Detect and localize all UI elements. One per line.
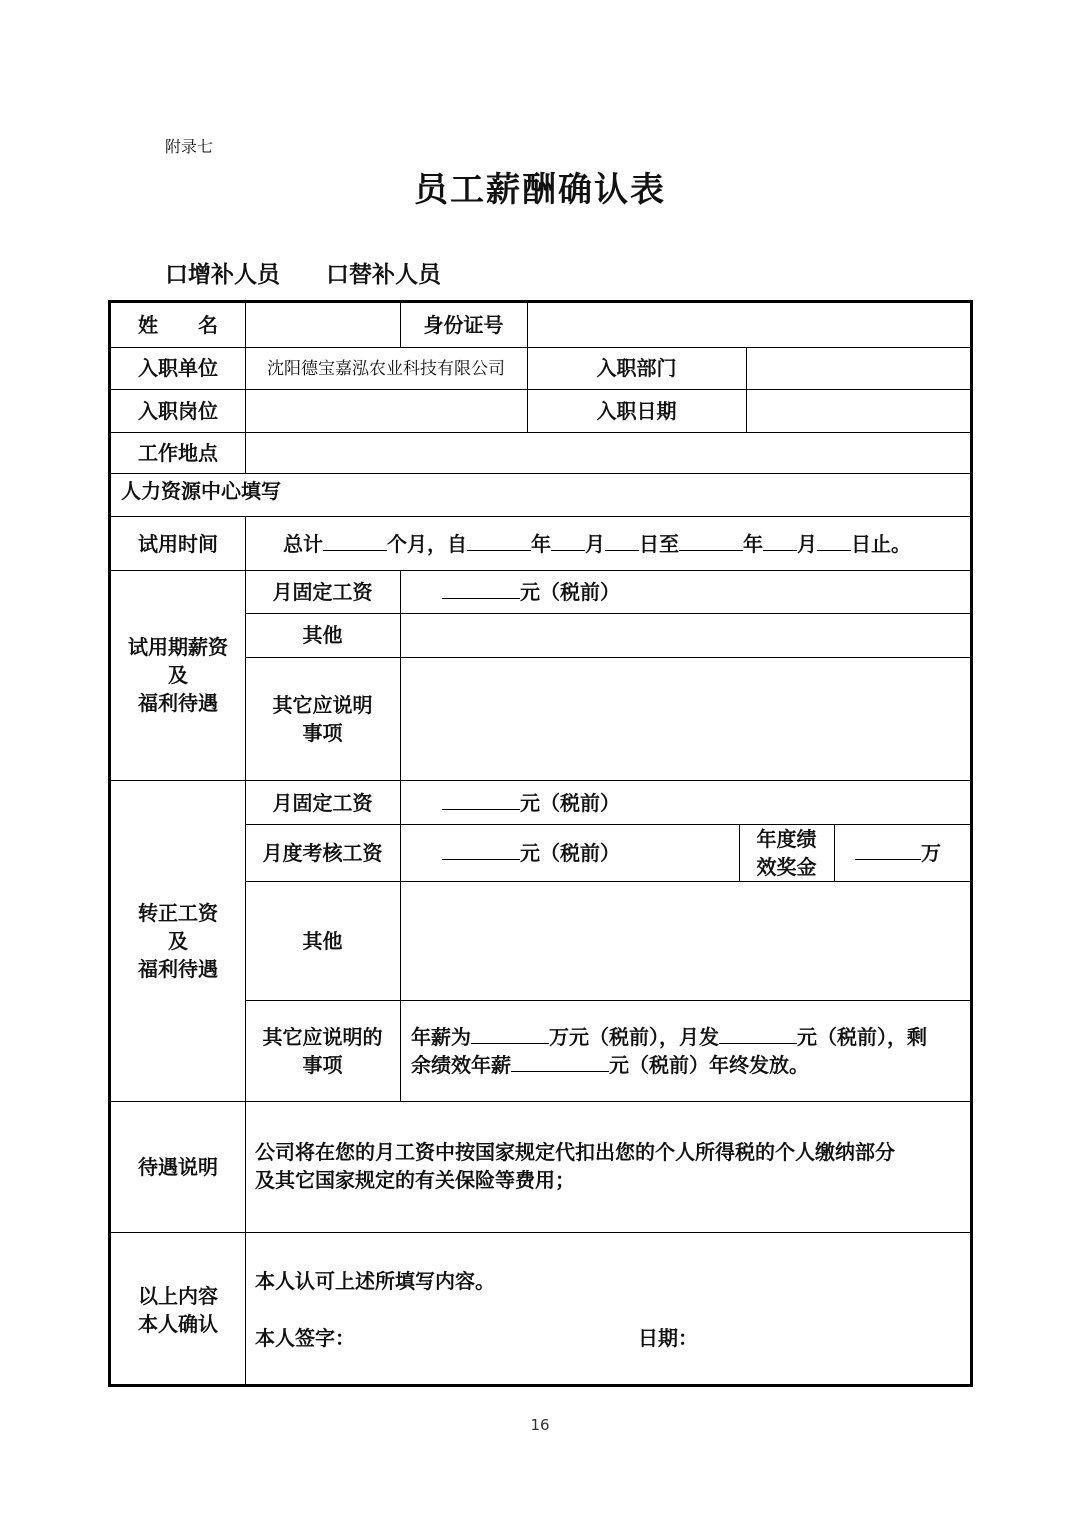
probation-monthly-fixed-label: 月固定工资 — [272, 580, 373, 604]
position-label: 入职岗位 — [138, 399, 218, 423]
appendix-label: 附录七 — [165, 137, 214, 156]
probation-notes-label: 其它应说明 事项 — [272, 693, 373, 745]
department-label: 入职部门 — [596, 356, 677, 380]
location-field[interactable] — [247, 434, 967, 471]
start-day-blank[interactable] — [605, 532, 639, 551]
entry-date-field[interactable] — [748, 392, 968, 430]
end-month-blank[interactable] — [763, 532, 797, 551]
probation-notes-field[interactable] — [402, 659, 968, 778]
name-label: 姓 名 — [138, 313, 218, 337]
date-label: 日期： — [638, 1326, 698, 1350]
monthly-review-label: 月度考核工资 — [262, 841, 383, 865]
department-field[interactable] — [748, 349, 968, 387]
regular-other-field[interactable] — [402, 883, 968, 998]
signature-label: 本人签字： — [255, 1326, 355, 1350]
annual-bonus-blank[interactable] — [855, 841, 921, 860]
date-field[interactable] — [701, 1322, 951, 1354]
page-title: 员工薪酬确认表 — [414, 170, 666, 210]
option-addition[interactable]: 口增补人员 — [165, 262, 280, 288]
location-label: 工作地点 — [138, 441, 218, 465]
probation-time-line: 总计 个月，自 年 月 日至 年 月 日止。 — [283, 532, 911, 556]
annual-bonus-value: 万 — [855, 839, 941, 867]
hr-section-header: 人力资源中心填写 — [121, 479, 281, 503]
start-year-blank[interactable] — [467, 532, 531, 551]
regular-notes-label: 其它应说明的 事项 — [262, 1025, 383, 1077]
signature-field[interactable] — [345, 1322, 625, 1354]
name-field[interactable] — [247, 307, 399, 345]
id-number-label: 身份证号 — [423, 313, 504, 337]
end-day-blank[interactable] — [817, 532, 851, 551]
personnel-type-options — [165, 256, 479, 289]
id-number-field[interactable] — [529, 307, 969, 345]
regular-monthly-fixed-label: 月固定工资 — [272, 791, 373, 815]
probation-monthly-fixed-value: 元（税前） — [442, 578, 620, 606]
probation-other-label: 其他 — [302, 623, 343, 647]
probation-other-field[interactable] — [402, 615, 968, 655]
probation-time-label: 试用时间 — [138, 532, 218, 556]
annual-salary-text: 年薪为 万元（税前），月发 元（税前），剩 余绩效年薪 元（税前）年终发放。 — [411, 1025, 927, 1077]
benefit-notes-label: 待遇说明 — [138, 1155, 218, 1179]
probation-monthly-fixed-blank[interactable] — [442, 580, 520, 599]
start-month-blank[interactable] — [551, 532, 585, 551]
confirm-label: 以上内容 本人确认 — [138, 1284, 218, 1336]
probation-pay-label: 试用期薪资 及 福利待遇 — [128, 635, 228, 715]
monthly-review-value: 元（税前） — [442, 839, 620, 867]
salary-confirmation-form — [108, 300, 973, 1387]
monthly-review-blank[interactable] — [442, 841, 520, 860]
annual-bonus-label: 年度绩 效奖金 — [756, 827, 817, 879]
page-number: 16 — [530, 1416, 550, 1434]
entry-date-label: 入职日期 — [596, 399, 677, 423]
regular-pay-label: 转正工资 及 福利待遇 — [138, 901, 218, 981]
monthly-payout-blank[interactable] — [719, 1025, 797, 1044]
regular-other-label: 其他 — [302, 929, 343, 953]
remaining-performance-blank[interactable] — [511, 1053, 609, 1072]
regular-monthly-fixed-blank[interactable] — [442, 791, 520, 810]
benefit-notes-text: 公司将在您的月工资中按国家规定代扣出您的个人所得税的个人缴纳部分 及其它国家规定的有关保险等费用； — [255, 1140, 895, 1192]
regular-monthly-fixed-value: 元（税前） — [442, 789, 620, 817]
option-replacement[interactable]: 口替补人员 — [326, 262, 442, 288]
position-field[interactable] — [247, 392, 525, 430]
confirm-text: 本人认可上述所填写内容。 — [255, 1269, 495, 1293]
employer-label: 入职单位 — [138, 356, 218, 380]
end-year-blank[interactable] — [679, 532, 743, 551]
employer-value: 沈阳德宝嘉泓农业科技有限公司 — [267, 359, 505, 379]
annual-salary-blank[interactable] — [471, 1025, 549, 1044]
probation-months-blank[interactable] — [323, 532, 387, 551]
